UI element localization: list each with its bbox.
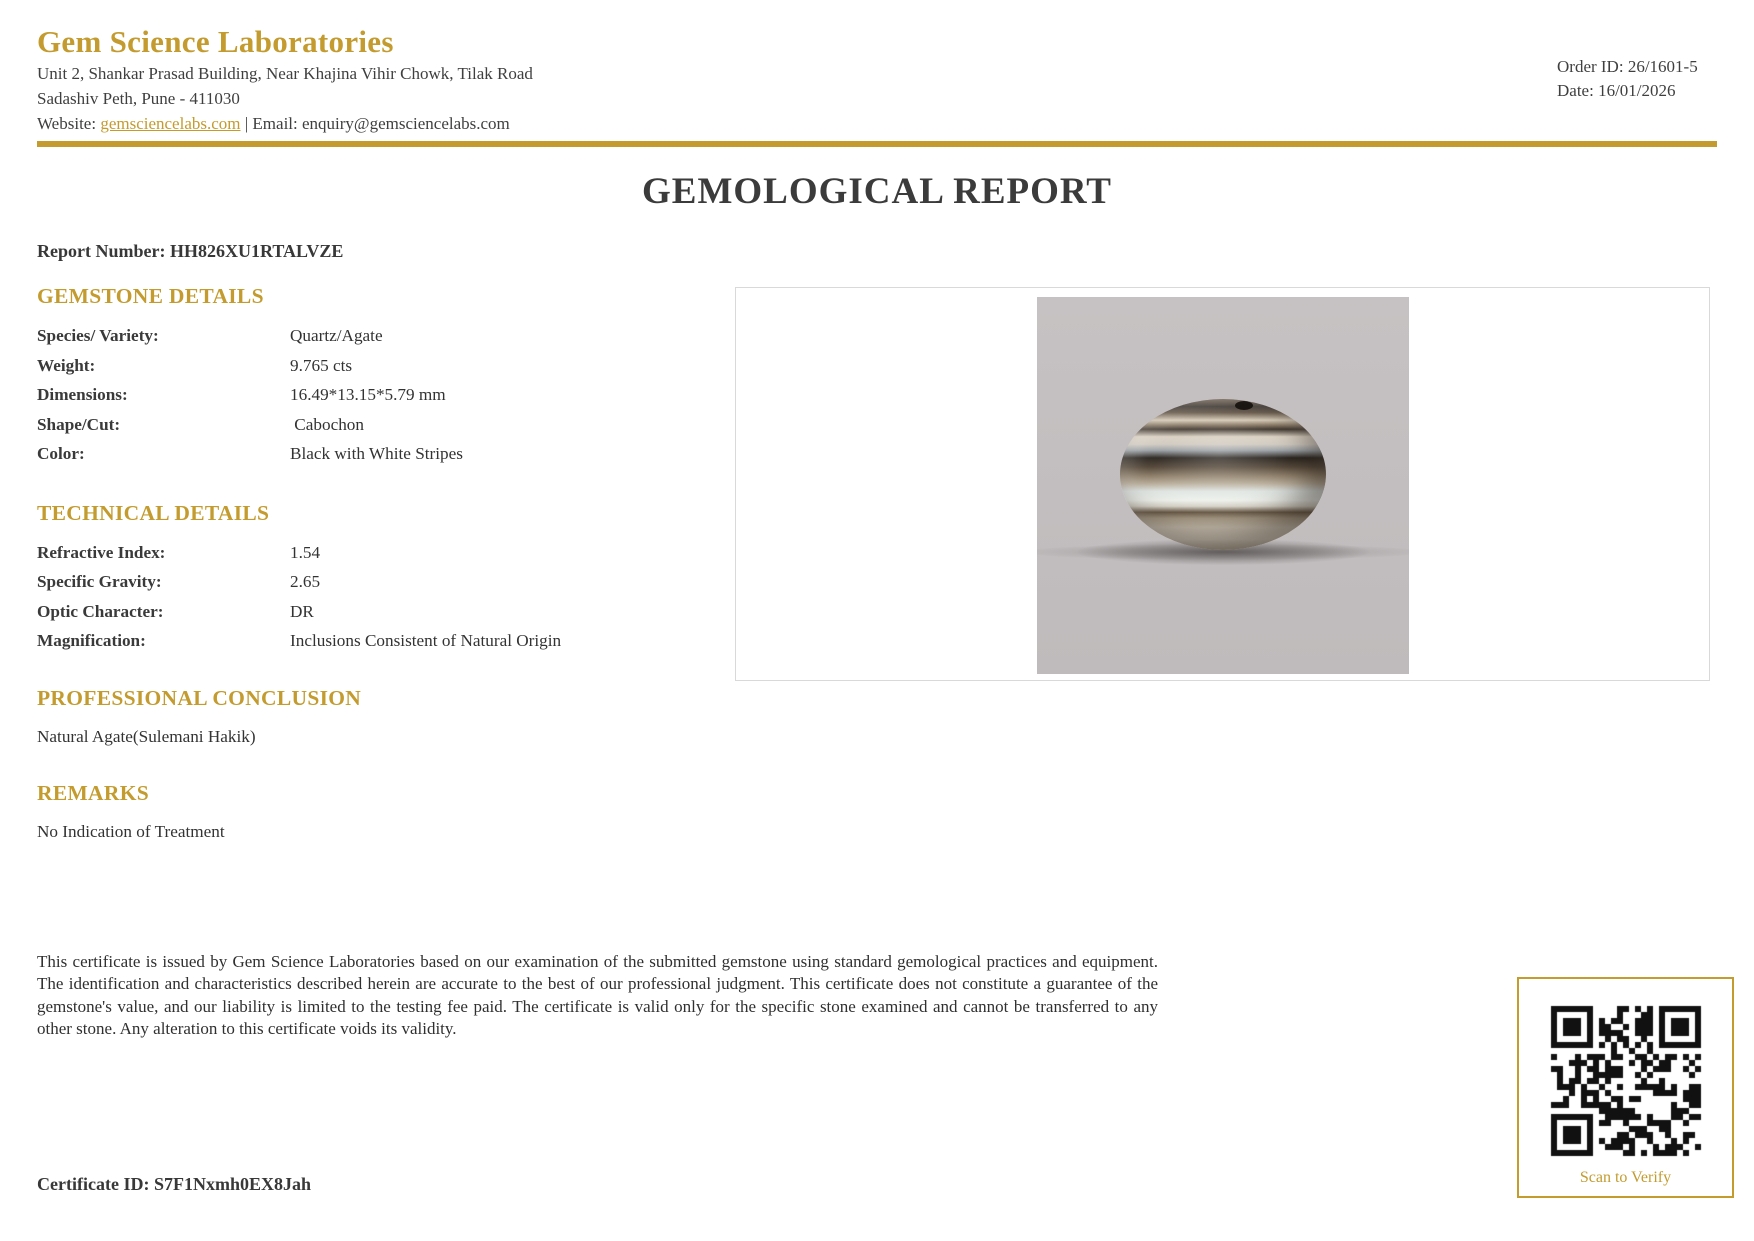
row-label: Specific Gravity: [37, 572, 162, 591]
remarks-heading: REMARKS [37, 780, 149, 805]
table-row [37, 410, 727, 440]
table-row [37, 567, 727, 597]
order-id-value: 26/1601-5 [1627, 57, 1698, 76]
certificate-id-value: S7F1Nxmh0EX8Jah [153, 1174, 311, 1194]
gemstone-details-heading: GEMSTONE DETAILS [37, 284, 264, 308]
conclusion-heading: PROFESSIONAL CONCLUSION [37, 685, 362, 710]
address-line-2: Sadashiv Peth, Pune - 411030 [37, 89, 240, 108]
remarks-text: No Indication of Treatment [37, 821, 225, 841]
row-value: Black with White Stripes [290, 444, 463, 463]
gem-photo-frame [735, 287, 1710, 681]
technical-details-heading: TECHNICAL DETAILS [37, 500, 270, 525]
conclusion-text: Natural Agate(Sulemani Hakik) [37, 726, 256, 746]
order-id-line [1557, 55, 1698, 79]
row-label: Refractive Index: [37, 542, 166, 562]
agate-cabochon-image [1120, 399, 1326, 550]
technical-details-table [37, 538, 727, 656]
table-row [37, 321, 727, 351]
row-value: Cabochon [290, 414, 364, 434]
header-divider [37, 141, 1717, 147]
report-body [37, 240, 727, 842]
qr-verify-box [1517, 977, 1734, 1198]
row-value: Inclusions Consistent of Natural Origin [290, 631, 562, 650]
page-title: GEMOLOGICAL REPORT [641, 171, 1112, 212]
report-number-label: Report Number: [37, 241, 166, 261]
row-label: Shape/Cut: [37, 414, 121, 434]
row-label: Color: [37, 444, 85, 463]
row-value: 2.65 [290, 572, 321, 591]
contact-line [37, 112, 533, 135]
row-label: Weight: [37, 355, 96, 375]
row-value: Quartz/Agate [290, 326, 383, 345]
gemstone-details-table [37, 321, 727, 469]
table-row [37, 439, 727, 469]
website-link[interactable]: gemsciencelabs.com [100, 114, 241, 133]
table-row [37, 538, 727, 568]
report-number-line [37, 240, 727, 262]
order-id-label: Order ID: [1557, 57, 1624, 76]
row-value: 16.49*13.15*5.79 mm [290, 385, 446, 404]
row-value: 9.765 cts [290, 355, 353, 375]
date-value: 16/01/2026 [1598, 81, 1676, 100]
certificate-id-line [37, 1174, 311, 1195]
table-row [37, 351, 727, 381]
row-value: DR [290, 601, 314, 621]
table-row [37, 597, 727, 627]
qr-caption: Scan to Verify [1579, 1169, 1672, 1186]
order-date-line [1557, 79, 1698, 103]
report-number-value: HH826XU1RTALVZE [169, 241, 344, 261]
row-value: 1.54 [290, 542, 321, 562]
order-info [1557, 55, 1698, 103]
gem-photo [1037, 297, 1409, 674]
email-text: | Email: enquiry@gemsciencelabs.com [244, 114, 510, 133]
address-line-1: Unit 2, Shankar Prasad Building, Near Khajina Vihir Chowk, Tilak Road [37, 64, 533, 83]
certificate-id-label: Certificate ID: [37, 1174, 150, 1194]
website-label: Website: [37, 114, 97, 133]
row-label: Optic Character: [37, 601, 164, 621]
date-label: Date: [1557, 81, 1594, 100]
table-row [37, 626, 727, 656]
row-label: Magnification: [37, 631, 146, 650]
lab-header [37, 24, 533, 135]
qr-code [1543, 998, 1709, 1164]
company-name: Gem Science Laboratories [37, 24, 394, 59]
row-label: Dimensions: [37, 385, 128, 404]
table-row [37, 380, 727, 410]
row-label: Species/ Variety: [37, 326, 159, 345]
disclaimer-paragraph: This certificate is issued by Gem Science Laboratories based on our examination of the submitted gemstone using standard gemological practices and equipment. The identification and characteristics described herein are accurate to the best of our professional judgment. This certificate does not constitute a guarantee of the gemstone's value, and our liability is limited to the testing fee paid. The certificate is valid only for the specific stone examined and cannot be transferred to any other stone. Any alteration to this certificate voids its validity. [37, 952, 1158, 1039]
